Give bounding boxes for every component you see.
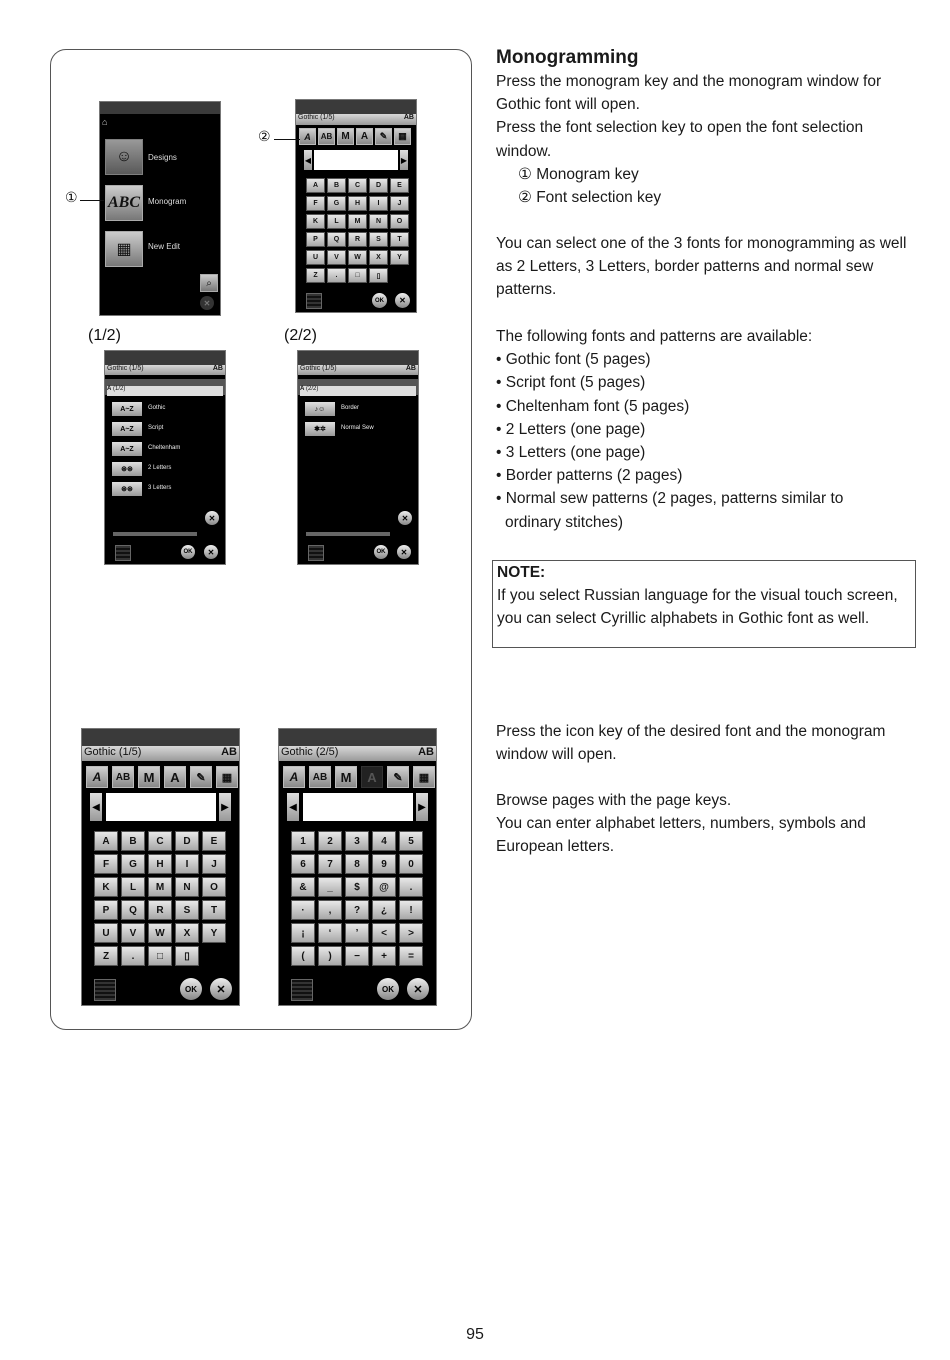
keyboard-key[interactable]: Y — [202, 923, 226, 943]
list-item: • Normal sew patterns (2 pages, patterns similar to — [496, 490, 844, 508]
list-item: • Cheltenham font (5 pages) — [496, 397, 690, 415]
font-selection-key[interactable]: A — [283, 766, 305, 788]
pattern-icon — [94, 979, 116, 1001]
ab-key[interactable]: AB — [318, 128, 335, 145]
keyboard-key[interactable]: T — [202, 900, 226, 920]
icon-paragraph: Press the icon key of the desired font and the monogram window will open. — [496, 723, 886, 764]
screen-title: Gothic (1/5) — [84, 746, 142, 758]
keyboard-key[interactable]: @ — [372, 877, 396, 897]
edit-icon[interactable]: ✎ — [190, 766, 212, 788]
font-page-tab: A (1/2) — [107, 386, 223, 396]
text-input[interactable] — [106, 793, 216, 821]
font-label: Gothic — [148, 405, 166, 411]
caption-page-1: (1/2) — [88, 327, 121, 344]
a-key: A — [361, 766, 383, 788]
ab-badge: AB — [212, 365, 223, 372]
font-label: 3 Letters — [148, 485, 172, 491]
keyboard — [291, 831, 423, 966]
close-button[interactable]: ✕ — [210, 978, 232, 1000]
close-button[interactable]: ✕ — [407, 978, 429, 1000]
browse-line: You can enter alphabet letters, numbers, symbols and European letters. — [496, 815, 866, 856]
keyboard-key[interactable]: G — [121, 854, 145, 874]
a-key[interactable]: A — [164, 766, 186, 788]
a-key[interactable]: A — [356, 128, 373, 145]
note-title: NOTE: — [497, 564, 546, 581]
font-selection-key[interactable]: A — [299, 128, 316, 145]
keyboard-key[interactable]: ▯ — [175, 946, 199, 966]
browse-line: Browse pages with the page keys. — [496, 792, 732, 809]
keyboard-key[interactable]: Z — [94, 946, 118, 966]
keyboard-key[interactable]: D — [175, 831, 199, 851]
keyboard-key[interactable]: . — [399, 877, 423, 897]
close-button[interactable]: ✕ — [205, 511, 219, 525]
keyboard-key[interactable]: P — [306, 232, 325, 247]
keyboard-key[interactable]: A — [94, 831, 118, 851]
keyboard-key[interactable]: I — [369, 196, 388, 211]
monogram-screen-page-1 — [81, 728, 240, 1006]
arrow-left-icon[interactable]: ◀ — [304, 150, 312, 170]
text-input[interactable] — [314, 150, 398, 170]
m-key[interactable]: M — [337, 128, 354, 145]
callout-1-leader — [80, 200, 104, 201]
keyboard-key[interactable]: 4 — [372, 831, 396, 851]
font-icon-key[interactable]: ✱✲ — [305, 422, 335, 436]
new-edit-button[interactable]: ▦ — [105, 231, 143, 267]
intro-line: Press the font selection key to open the font selection window. — [496, 119, 864, 160]
keyboard-key[interactable]: H — [148, 854, 172, 874]
keyboard-key[interactable]: = — [399, 946, 423, 966]
keyboard-key[interactable]: Y — [390, 250, 409, 265]
keyboard-key[interactable]: 9 — [372, 854, 396, 874]
pattern-icon — [291, 979, 313, 1001]
keyboard-key[interactable]: M — [348, 214, 367, 229]
page-tabs — [113, 532, 197, 536]
note-box — [492, 560, 916, 648]
keyboard-key[interactable]: L — [327, 214, 346, 229]
font-icon-key[interactable]: A~Z — [112, 422, 142, 436]
note-body: If you select Russian language for the visual touch screen, you can select Cyrillic alphabets in Gothic font as well. — [497, 587, 898, 628]
pattern-icon — [308, 545, 324, 561]
font-icon-key[interactable]: ⊛⊛ — [112, 482, 142, 496]
keyboard-key[interactable]: 8 — [345, 854, 369, 874]
keyboard-key[interactable]: F — [306, 196, 325, 211]
section-heading: Monogramming — [496, 47, 639, 68]
keyboard-key[interactable]: P — [94, 900, 118, 920]
screen-title: Gothic (1/5) — [300, 365, 337, 372]
font-label: Border — [341, 405, 360, 411]
keyboard-key[interactable]: H — [348, 196, 367, 211]
keyboard-key[interactable]: N — [175, 877, 199, 897]
arrow-right-icon[interactable]: ▶ — [219, 793, 231, 821]
page-number: 95 — [466, 1326, 484, 1343]
keyboard-key[interactable]: ¿ — [372, 900, 396, 920]
font-page-tab: A (2/2) — [300, 386, 416, 396]
keyboard-key[interactable]: > — [399, 923, 423, 943]
intro-text — [496, 70, 921, 209]
font-icon-key[interactable]: A~Z — [112, 402, 142, 416]
arrow-right-icon[interactable]: ▶ — [400, 150, 408, 170]
menu-label-monogram: Monogram — [148, 197, 187, 206]
monogram-button[interactable]: ABC — [105, 185, 143, 221]
pattern-icon — [115, 545, 131, 561]
keyboard-key[interactable]: 2 — [318, 831, 342, 851]
page-tabs — [306, 532, 390, 536]
toolbar — [86, 766, 238, 788]
font-icon-key[interactable]: ⊛⊛ — [112, 462, 142, 476]
keyboard-key[interactable]: 3 — [345, 831, 369, 851]
keyboard-key[interactable]: ? — [345, 900, 369, 920]
ab-badge: AB — [418, 746, 434, 758]
keyboard-key[interactable]: I — [175, 854, 199, 874]
screen-title: Gothic (1/5) — [107, 365, 144, 372]
keyboard-key[interactable]: B — [121, 831, 145, 851]
list-item: ordinary stitches) — [505, 513, 624, 531]
keyboard-key[interactable]: Q — [121, 900, 145, 920]
keyboard-key[interactable]: − — [345, 946, 369, 966]
list-item: • 2 Letters (one page) — [496, 420, 646, 438]
screen-title: Gothic (2/5) — [281, 746, 339, 758]
list-item: • Border patterns (2 pages) — [496, 467, 683, 485]
font-label: Cheltenham — [148, 445, 181, 451]
keyboard-key[interactable]: X — [175, 923, 199, 943]
edit-icon[interactable]: ✎ — [375, 128, 392, 145]
key-item: ② Font selection key — [518, 189, 662, 207]
keyboard-key[interactable]: A — [306, 178, 325, 193]
keyboard-key[interactable]: _ — [318, 877, 342, 897]
m-key[interactable]: M — [335, 766, 357, 788]
screen-title: Gothic (1/5) — [298, 114, 335, 121]
keyboard-key[interactable]: J — [202, 854, 226, 874]
keyboard-key[interactable]: D — [369, 178, 388, 193]
keyboard-key[interactable]: K — [94, 877, 118, 897]
ab-key[interactable]: AB — [309, 766, 331, 788]
keyboard-key[interactable]: S — [175, 900, 199, 920]
keyboard-key[interactable]: N — [369, 214, 388, 229]
keyboard-key[interactable]: E — [202, 831, 226, 851]
intro-line: Press the monogram key and the monogram window for Gothic font will open. — [496, 73, 882, 114]
home-icon[interactable]: ⌂ — [102, 117, 108, 127]
keyboard-key[interactable]: T — [390, 232, 409, 247]
ok-button[interactable]: OK — [180, 978, 202, 1000]
available-intro: The following fonts and patterns are available: — [496, 328, 813, 345]
font-label: Normal Sew — [341, 425, 374, 431]
list-item: • Gothic font (5 pages) — [496, 351, 651, 369]
keyboard-key[interactable]: G — [327, 196, 346, 211]
m-key[interactable]: M — [138, 766, 160, 788]
list-item: • 3 Letters (one page) — [496, 444, 646, 462]
pattern-icon — [306, 293, 322, 309]
arrow-right-icon[interactable]: ▶ — [416, 793, 428, 821]
keyboard-key[interactable]: < — [372, 923, 396, 943]
keyboard-key[interactable]: V — [327, 250, 346, 265]
zoom-icon[interactable]: ⌕ — [200, 274, 218, 292]
monogram-screen-small — [295, 99, 417, 313]
keyboard-key[interactable]: B — [327, 178, 346, 193]
keyboard-key[interactable]: X — [369, 250, 388, 265]
keyboard — [306, 178, 409, 283]
keyboard-key[interactable]: W — [348, 250, 367, 265]
keyboard-key[interactable]: E — [390, 178, 409, 193]
caption-page-2: (2/2) — [284, 327, 317, 344]
keyboard-key[interactable]: C — [348, 178, 367, 193]
keyboard-key[interactable]: . — [121, 946, 145, 966]
keyboard-key[interactable]: ( — [291, 946, 315, 966]
keyboard-key[interactable]: · — [291, 900, 315, 920]
text-input[interactable] — [303, 793, 413, 821]
keyboard-key[interactable]: R — [348, 232, 367, 247]
ok-button[interactable]: OK — [374, 545, 388, 559]
available-list — [496, 325, 921, 534]
ok-button[interactable]: OK — [377, 978, 399, 1000]
font-icon-key[interactable]: A~Z — [112, 442, 142, 456]
ok-button[interactable]: OK — [372, 293, 387, 308]
keyboard-key[interactable]: ‘ — [318, 923, 342, 943]
keyboard-key[interactable]: C — [148, 831, 172, 851]
keyboard-key[interactable]: □ — [348, 268, 367, 283]
font-selection-screen-2 — [297, 350, 419, 565]
keyboard-key[interactable]: F — [94, 854, 118, 874]
keyboard-key[interactable]: L — [121, 877, 145, 897]
keyboard-key — [390, 268, 409, 283]
keyboard-key[interactable]: ! — [399, 900, 423, 920]
edit-icon[interactable]: ✎ — [387, 766, 409, 788]
close-button[interactable]: ✕ — [398, 511, 412, 525]
keyboard — [94, 831, 226, 966]
ab-key[interactable]: AB — [112, 766, 134, 788]
list-item: • Script font (5 pages) — [496, 374, 646, 392]
memory-icon[interactable]: ▦ — [413, 766, 435, 788]
keyboard-key[interactable]: Z — [306, 268, 325, 283]
keyboard-key[interactable]: Q — [327, 232, 346, 247]
arrow-left-icon[interactable]: ◀ — [287, 793, 299, 821]
monogram-screen-page-2 — [278, 728, 437, 1006]
keyboard-key[interactable]: O — [390, 214, 409, 229]
close-button[interactable]: ✕ — [200, 296, 214, 310]
keyboard-key[interactable]: 7 — [318, 854, 342, 874]
callout-2-leader — [274, 139, 300, 140]
font-label: 2 Letters — [148, 465, 172, 471]
keyboard-key[interactable]: & — [291, 877, 315, 897]
ok-button[interactable]: OK — [181, 545, 195, 559]
close-button[interactable]: ✕ — [204, 545, 218, 559]
keyboard-key — [202, 946, 226, 966]
keyboard-key[interactable]: J — [390, 196, 409, 211]
memory-icon[interactable]: ▦ — [394, 128, 411, 145]
toolbar — [283, 766, 435, 788]
font-selection-screen-1 — [104, 350, 226, 565]
key-item: ① Monogram key — [518, 165, 639, 183]
font-label: Script — [148, 425, 164, 431]
ab-badge: AB — [405, 365, 416, 372]
menu-label-designs: Designs — [148, 153, 177, 162]
ab-badge: AB — [403, 114, 414, 121]
keyboard-key[interactable]: ’ — [345, 923, 369, 943]
memory-icon[interactable]: ▦ — [216, 766, 238, 788]
keyboard-key[interactable]: M — [148, 877, 172, 897]
keyboard-key[interactable]: 0 — [399, 854, 423, 874]
keyboard-key[interactable]: U — [306, 250, 325, 265]
keyboard-key[interactable]: 5 — [399, 831, 423, 851]
font-selection-key[interactable]: A — [86, 766, 108, 788]
keyboard-key[interactable]: V — [121, 923, 145, 943]
keyboard-key[interactable]: , — [318, 900, 342, 920]
keyboard-key[interactable]: W — [148, 923, 172, 943]
close-button[interactable]: ✕ — [397, 545, 411, 559]
arrow-left-icon[interactable]: ◀ — [90, 793, 102, 821]
font-icon-key[interactable]: ♪☺ — [305, 402, 335, 416]
keyboard-key[interactable]: □ — [148, 946, 172, 966]
keyboard-key[interactable]: 1 — [291, 831, 315, 851]
keyboard-key[interactable]: K — [306, 214, 325, 229]
menu-label-new-edit: New Edit — [148, 242, 181, 251]
close-button[interactable]: ✕ — [395, 293, 410, 308]
keyboard-key[interactable]: ¡ — [291, 923, 315, 943]
callout-1: ① — [65, 189, 78, 205]
keyboard-key[interactable]: 6 — [291, 854, 315, 874]
fonts-paragraph: You can select one of the 3 fonts for monogramming as well as 2 Letters, 3 Letters, border patterns and normal sew patterns. — [496, 235, 907, 299]
keyboard-key[interactable]: ▯ — [369, 268, 388, 283]
ab-badge: AB — [221, 746, 237, 758]
keyboard-key[interactable]: R — [148, 900, 172, 920]
keyboard-key[interactable]: + — [372, 946, 396, 966]
keyboard-key[interactable]: ) — [318, 946, 342, 966]
keyboard-key[interactable]: U — [94, 923, 118, 943]
toolbar — [299, 128, 411, 145]
keyboard-key[interactable]: $ — [345, 877, 369, 897]
browse-paragraph — [496, 789, 921, 859]
menu-screen — [99, 101, 221, 316]
keyboard-key[interactable]: . — [327, 268, 346, 283]
callout-2: ② — [258, 128, 271, 144]
keyboard-key[interactable]: O — [202, 877, 226, 897]
keyboard-key[interactable]: S — [369, 232, 388, 247]
designs-button[interactable]: ☺ — [105, 139, 143, 175]
